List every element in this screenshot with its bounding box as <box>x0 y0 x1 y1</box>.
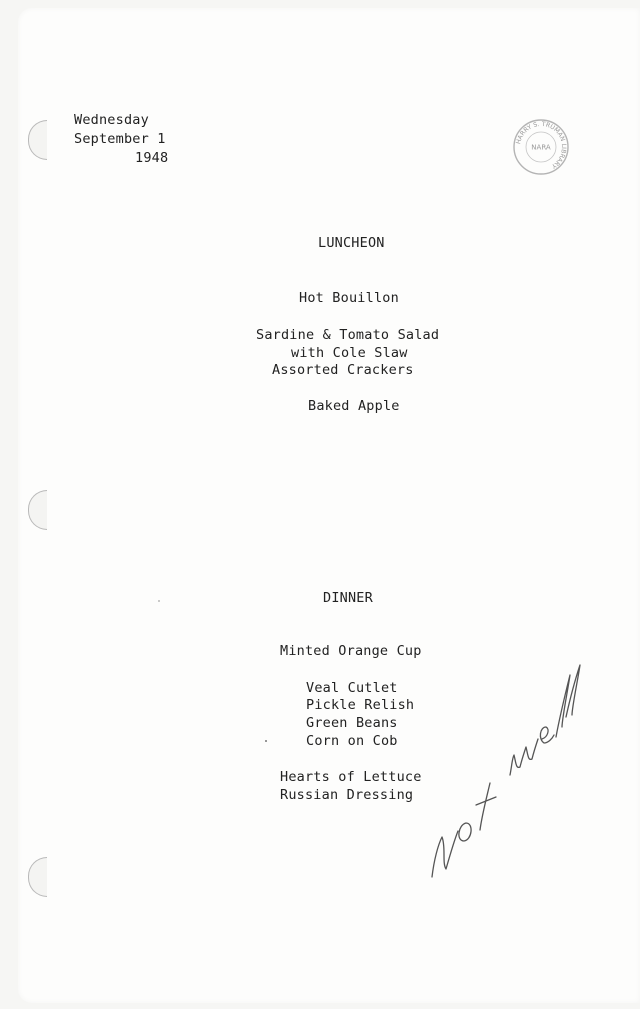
dinner-heading: DINNER <box>323 590 373 606</box>
svg-text:HARRY S. TRUMAN LIBRARY: HARRY S. TRUMAN LIBRARY <box>515 120 568 170</box>
luncheon-heading: LUNCHEON <box>318 235 385 251</box>
dinner-item: Hearts of Lettuce <box>280 769 422 785</box>
luncheon-item: Sardine & Tomato Salad <box>256 327 440 343</box>
handwritten-annotation <box>420 655 590 890</box>
dinner-item: Veal Cutlet <box>306 680 398 696</box>
luncheon-item: with Cole Slaw <box>291 345 408 361</box>
dinner-item: Corn on Cob <box>306 733 398 749</box>
dinner-item: Minted Orange Cup <box>280 643 422 659</box>
date-month-day: September 1 <box>74 131 166 147</box>
dinner-item: Green Beans <box>306 715 398 731</box>
date-weekday: Wednesday <box>74 112 149 128</box>
paper-speck <box>158 600 160 602</box>
svg-text:NARA: NARA <box>531 143 551 152</box>
luncheon-item: Baked Apple <box>308 398 400 414</box>
dinner-item: Russian Dressing <box>280 787 414 803</box>
dinner-item: Pickle Relish <box>306 697 415 713</box>
luncheon-item: Hot Bouillon <box>299 290 399 306</box>
date-year: 1948 <box>135 150 169 166</box>
paper-speck <box>265 740 267 742</box>
library-stamp-icon <box>512 118 570 176</box>
luncheon-item: Assorted Crackers <box>272 362 414 378</box>
